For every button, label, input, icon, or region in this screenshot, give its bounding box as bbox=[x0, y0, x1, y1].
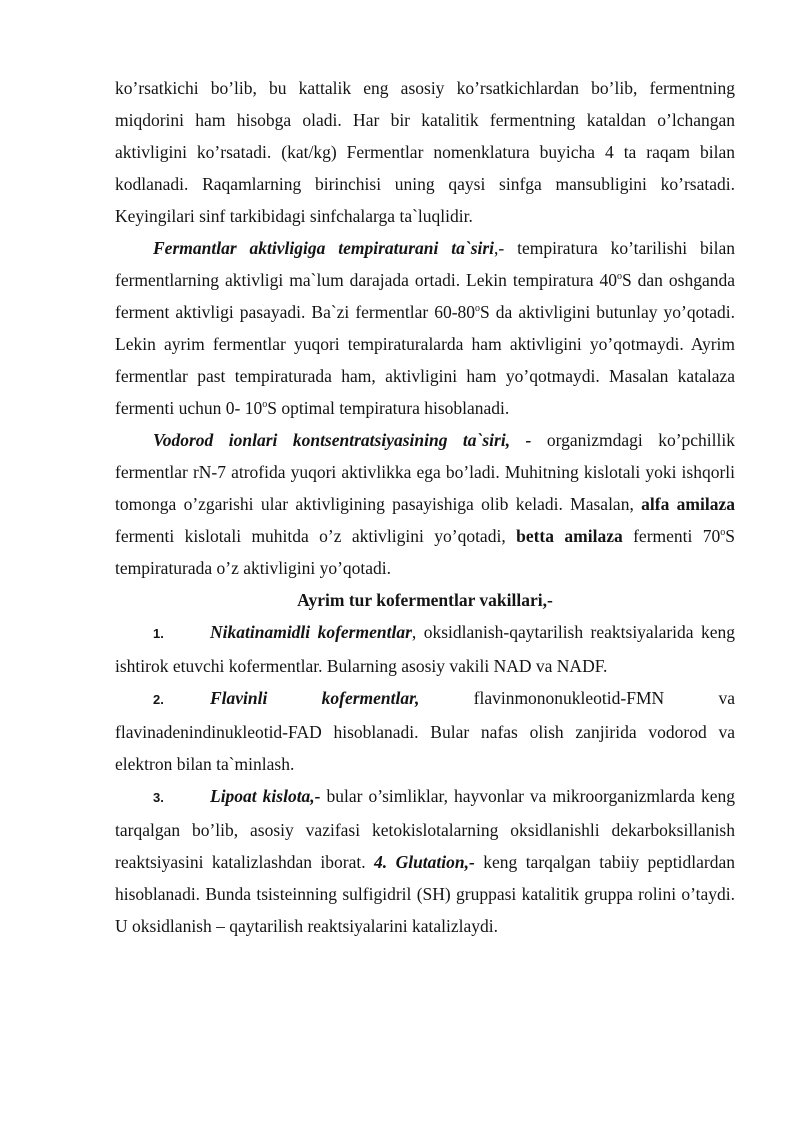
list-item-title-part-1: Flavinli bbox=[210, 688, 268, 708]
list-item-2-first-line bbox=[115, 682, 735, 716]
list-item-word-1: flavinmononukleotid-FMN bbox=[473, 688, 665, 708]
hydrogen-title: Vodorod ionlari kontsentratsiyasining ta`siri, - bbox=[153, 430, 532, 450]
list-number: 3. bbox=[153, 790, 164, 805]
hydrogen-text-2: fermenti kislotali muhitda o’z aktivligini yo’qotadi, bbox=[115, 526, 517, 546]
list-item-1 bbox=[115, 616, 735, 682]
list-item-2-text: flavinadenindinukleotid-FAD hisoblanadi. Bular nafas olish zanjirida vodorod va elektron bilan ta`minlash. bbox=[115, 722, 735, 774]
degree-sup-2: o bbox=[475, 303, 481, 314]
list-item-text: bular o’simliklar, hayvonlar va mikroorganizmlarda keng tarqalgan bo’lib, asosiy vazifasi ketokislotalarning oksidlanishli dekarboksillanish reaktsiyasini katalizlashdan iborat. bbox=[115, 786, 736, 872]
temperature-title: Fermantlar aktivligiga tempiraturani ta`siri bbox=[153, 238, 495, 258]
betta-amilaza-term: betta amilaza bbox=[516, 526, 623, 546]
temperature-text-3: S da aktivligini butunlay yo’qotadi. Lekin ayrim fermentlar yuqori tempiraturalarda ham aktivligini yo’qotmaydi. Ayrim fermentlar past tempiraturada ham, aktivligini ham yo’qotmaydi. Masalan katalaza fermenti uchun 0- 10 bbox=[115, 302, 735, 418]
list-item-title: Nikatinamidli kofermentlar bbox=[210, 622, 412, 642]
paragraph-temperature bbox=[115, 232, 735, 424]
list-item-word-2: va bbox=[718, 688, 735, 708]
hydrogen-text-1: organizmdagi ko’pchillik fermentlar rN-7 atrofida yuqori aktivlikka ega bo’ladi. Muhitning kislotali yoki ishqorli tomonga o’zgarishi ular aktivligining pasayishiga olib keladi. Masalan, bbox=[115, 430, 735, 514]
degree-sup-4: o bbox=[720, 527, 726, 538]
list-item-3 bbox=[115, 780, 735, 942]
degree-sup-1: o bbox=[616, 271, 622, 282]
temperature-text-2: S dan oshganda ferment aktivligi pasayadi. Ba`zi fermentlar 60-80 bbox=[115, 270, 735, 322]
document-page bbox=[115, 72, 735, 942]
temperature-text-4: S optimal tempiratura hisoblanadi. bbox=[267, 398, 510, 418]
list-item-title: Lipoat kislota,- bbox=[210, 786, 321, 806]
hydrogen-text-3: fermenti 70 bbox=[622, 526, 721, 546]
list-item-title-4: 4. Glutation,- bbox=[374, 852, 475, 872]
paragraph-hydrogen-ions bbox=[115, 424, 735, 584]
hydrogen-text-4: S tempiraturada o’z aktivligini yo’qotadi. bbox=[115, 526, 736, 578]
section-heading: Ayrim tur kofermentlar vakillari,- bbox=[297, 590, 553, 610]
degree-sup-3: o bbox=[262, 399, 268, 410]
temperature-text-1: ,- tempiratura ko’tarilishi bilan fermentlarning aktivligi ma`lum darajada ortadi. Lekin tempiratura 40 bbox=[115, 238, 736, 290]
paragraph-intro: ko’rsatkichi bo’lib, bu kattalik eng asosiy ko’rsatkichlardan bo’lib, fermentning miqdorini ham hisobga oladi. Har bir katalitik fermentning kataldan o’lchangan aktivligini ko’rsatadi. (kat/kg) Fermentlar nomenklatura buyicha 4 ta raqam bilan kodlanadi. Raqamlarning birinchisi uning qaysi sinfga mansubligini ko’rsatadi. Keyingilari sinf tarkibidagi sinfchalarga ta`luqlidir. bbox=[115, 78, 735, 226]
list-number: 1. bbox=[153, 626, 164, 641]
list-item-text-4: keng tarqalgan tabiiy peptidlardan hisoblanadi. Bunda tsisteinning sulfigidril (SH) gruppasi katalitik gruppa rolini o’taydi. U oksidlanish – qaytarilish reaktsiyalarini katalizlaydi. bbox=[115, 852, 735, 936]
list-item-title-part-2: kofermentlar, bbox=[321, 688, 420, 708]
alfa-amilaza-term: alfa amilaza bbox=[641, 494, 735, 514]
list-number: 2. bbox=[153, 692, 164, 707]
list-item-text: , oksidlanish-qaytarilish reaktsiyalarida keng ishtirok etuvchi kofermentlar. Bularning asosiy vakili NAD va NADF. bbox=[115, 622, 735, 676]
